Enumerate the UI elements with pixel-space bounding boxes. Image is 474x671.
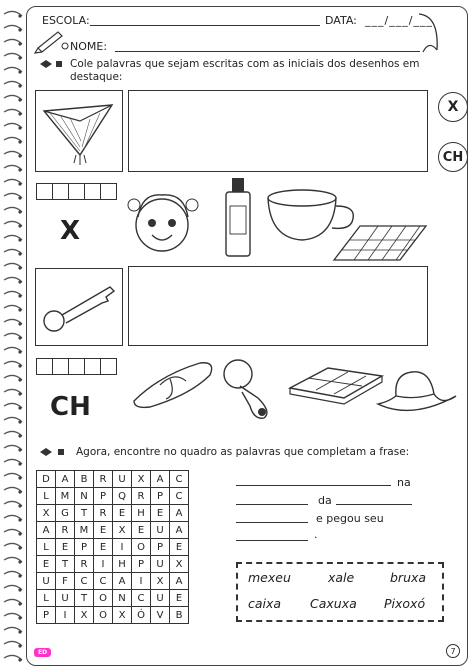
grid-cell[interactable]: A [170, 573, 189, 590]
section-letter-ch: CH [50, 392, 91, 422]
word-bank-item: Caxuxa [310, 596, 357, 611]
grid-cell[interactable]: E [94, 539, 113, 556]
grid-cell[interactable]: C [132, 590, 151, 607]
grid-cell[interactable]: B [75, 471, 94, 488]
grid-cell[interactable]: U [37, 573, 56, 590]
grid-cell[interactable]: Ó [132, 607, 151, 624]
grid-cell[interactable]: A [151, 471, 170, 488]
grid-cell[interactable]: A [170, 505, 189, 522]
grid-cell[interactable]: A [56, 471, 75, 488]
key-icon [36, 269, 120, 343]
grid-cell[interactable]: T [75, 505, 94, 522]
sentence-phrase-pegou: e pegou seu [316, 512, 384, 525]
grid-cell[interactable]: H [113, 556, 132, 573]
grid-cell[interactable]: G [56, 505, 75, 522]
grid-cell[interactable]: U [113, 471, 132, 488]
page-curl-icon [415, 10, 443, 58]
pacifier-icon [218, 356, 284, 422]
grid-cell[interactable]: O [94, 590, 113, 607]
word-search-grid[interactable] [36, 470, 189, 624]
grid-cell[interactable]: M [75, 522, 94, 539]
bullet-decor-icon-2 [38, 446, 74, 458]
grid-cell[interactable]: R [94, 505, 113, 522]
scarf-image-box [35, 90, 123, 172]
grid-cell[interactable]: N [75, 488, 94, 505]
grid-cell[interactable]: X [37, 505, 56, 522]
word-bank-item: mexeu [248, 570, 291, 585]
letter-tiles-row2[interactable] [36, 358, 116, 379]
grid-cell[interactable]: L [37, 539, 56, 556]
grid-cell[interactable]: U [151, 522, 170, 539]
grid-row [37, 590, 189, 607]
grid-cell[interactable]: A [37, 522, 56, 539]
exercise1-instruction: Cole palavras que sejam escritas com as iniciais dos desenhos em destaque: [70, 58, 420, 83]
grid-row [37, 607, 189, 624]
sentence-word-da: da [318, 494, 332, 507]
page-number: 7 [446, 644, 460, 658]
circle-label-ch: CH [438, 142, 468, 172]
grid-cell[interactable]: I [56, 607, 75, 624]
school-field[interactable] [90, 25, 320, 26]
grid-cell[interactable]: E [56, 539, 75, 556]
grid-row [37, 539, 189, 556]
bullet-decor-icon [38, 58, 68, 70]
grid-cell[interactable]: R [75, 556, 94, 573]
grid-cell[interactable]: E [37, 556, 56, 573]
grid-row [37, 556, 189, 573]
grid-cell[interactable]: M [56, 488, 75, 505]
grid-cell[interactable]: E [132, 522, 151, 539]
word-bank-item: xale [328, 570, 355, 585]
blank-2[interactable] [236, 504, 308, 505]
circle-label-x: X [438, 92, 468, 122]
chocolate-bar-icon [330, 222, 430, 264]
paste-area-ch[interactable] [128, 266, 428, 346]
grid-cell[interactable]: A [113, 573, 132, 590]
grid-cell[interactable]: F [56, 573, 75, 590]
word-bank-item: bruxa [390, 570, 427, 585]
grid-cell[interactable]: E [113, 505, 132, 522]
grid-cell[interactable]: A [170, 522, 189, 539]
blank-5[interactable] [236, 540, 308, 541]
section-letter-x: X [60, 216, 81, 246]
sentence-word-na: na [397, 476, 411, 489]
grid-cell[interactable]: X [151, 573, 170, 590]
grid-cell[interactable]: E [94, 522, 113, 539]
grid-cell[interactable]: I [132, 573, 151, 590]
grid-row [37, 471, 189, 488]
grid-cell[interactable]: L [37, 488, 56, 505]
grid-cell[interactable]: X [75, 607, 94, 624]
grid-cell[interactable]: X [170, 556, 189, 573]
grid-cell[interactable]: E [151, 505, 170, 522]
grid-cell[interactable]: X [113, 522, 132, 539]
blank-4[interactable] [236, 522, 308, 523]
sentence-period: . [314, 528, 318, 541]
grid-cell[interactable]: B [170, 607, 189, 624]
shampoo-bottle-icon [218, 176, 258, 262]
blank-1[interactable] [236, 485, 391, 486]
grid-cell[interactable]: P [75, 539, 94, 556]
hat-icon [372, 362, 462, 422]
grid-cell[interactable]: I [94, 556, 113, 573]
grid-cell[interactable]: U [151, 590, 170, 607]
grid-cell[interactable]: C [170, 471, 189, 488]
grid-cell[interactable]: P [151, 539, 170, 556]
grid-cell[interactable]: E [170, 539, 189, 556]
blank-3[interactable] [336, 504, 412, 505]
grid-row [37, 573, 189, 590]
paste-area-x[interactable] [128, 90, 428, 172]
grid-cell[interactable]: X [113, 607, 132, 624]
grid-cell[interactable]: O [132, 539, 151, 556]
grid-cell[interactable]: C [94, 573, 113, 590]
girl-face-icon [128, 183, 200, 261]
grid-cell[interactable]: H [132, 505, 151, 522]
date-label: DATA: [325, 14, 357, 27]
grid-cell[interactable]: N [113, 590, 132, 607]
grid-cell[interactable]: V [151, 607, 170, 624]
grid-cell[interactable]: U [151, 556, 170, 573]
grid-row [37, 488, 189, 505]
date-field[interactable]: ___/___/___ [365, 14, 433, 27]
grid-cell[interactable]: I [113, 539, 132, 556]
grid-cell[interactable]: P [94, 488, 113, 505]
school-label: ESCOLA: [42, 14, 90, 27]
pencil-icon [32, 26, 72, 54]
name-field[interactable] [115, 51, 420, 52]
grid-cell[interactable]: P [132, 556, 151, 573]
word-bank-item: Pixoxó [384, 596, 426, 611]
grid-cell[interactable]: E [170, 590, 189, 607]
grid-cell[interactable]: P [37, 607, 56, 624]
grid-cell[interactable]: T [75, 590, 94, 607]
grid-row [37, 522, 189, 539]
grid-cell[interactable]: C [75, 573, 94, 590]
grid-cell[interactable]: T [56, 556, 75, 573]
grid-cell[interactable]: U [56, 590, 75, 607]
grid-cell[interactable]: X [132, 471, 151, 488]
spiral-binding [0, 0, 22, 671]
grid-cell[interactable]: L [37, 590, 56, 607]
letter-tiles-row1[interactable] [36, 183, 116, 204]
grid-cell[interactable]: C [170, 488, 189, 505]
grid-cell[interactable]: O [94, 607, 113, 624]
key-image-box [35, 268, 123, 346]
name-label: NOME: [70, 40, 108, 53]
exercise2-instruction: Agora, encontre no quadro as palavras que completam a frase: [76, 446, 410, 458]
grid-cell[interactable]: R [94, 471, 113, 488]
grid-cell[interactable]: R [132, 488, 151, 505]
sandal-icon [130, 355, 216, 411]
word-bank-item: caixa [248, 596, 282, 611]
grid-row [37, 505, 189, 522]
grid-cell[interactable]: R [56, 522, 75, 539]
chocolate-bar-icon-2 [288, 364, 384, 404]
word-bank [236, 562, 444, 622]
brand-logo: ED [34, 648, 51, 657]
grid-cell[interactable]: P [151, 488, 170, 505]
grid-cell[interactable]: D [37, 471, 56, 488]
grid-cell[interactable]: Q [113, 488, 132, 505]
scarf-icon [36, 91, 120, 169]
